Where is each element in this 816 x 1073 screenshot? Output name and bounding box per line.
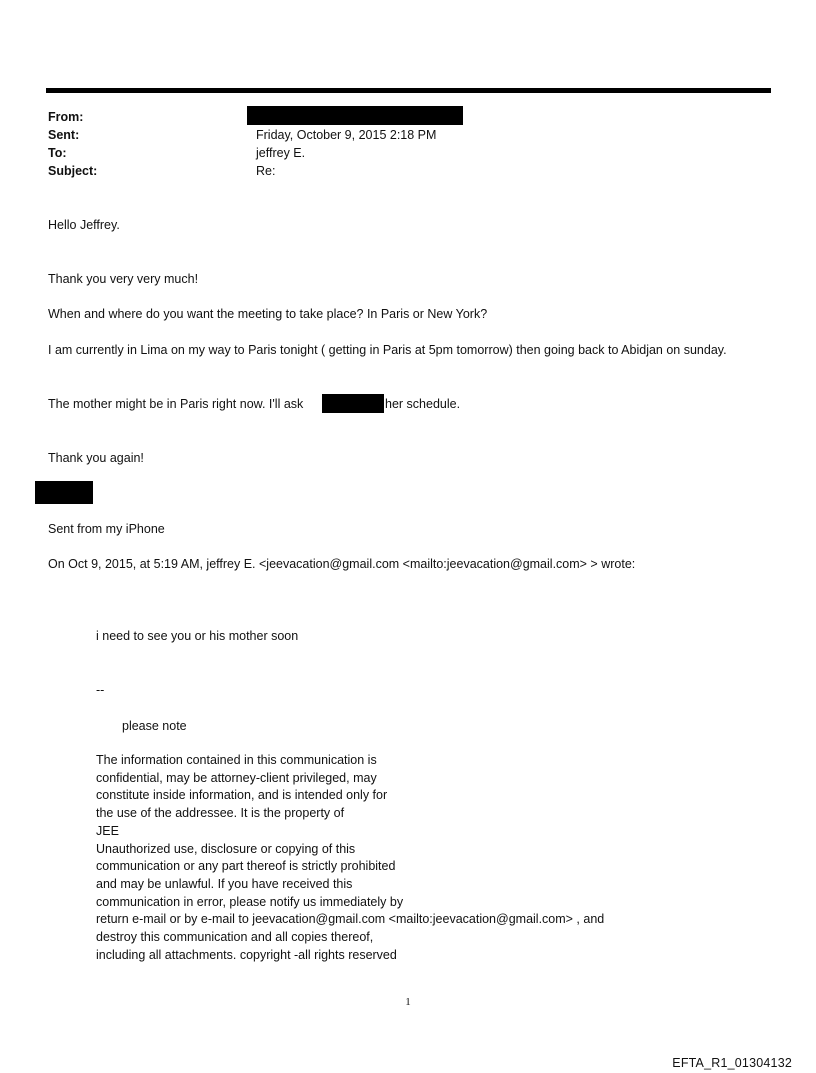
disclaimer-line: confidential, may be attorney-client privileged, may — [96, 770, 377, 785]
quote-header: On Oct 9, 2015, at 5:19 AM, jeffrey E. <jeevacation@gmail.com <mailto:jeevacation@gmail.com> > wrote: — [48, 557, 636, 571]
disclaimer-line: The information contained in this communication is — [96, 753, 377, 767]
bates-number: EFTA_R1_01304132 — [672, 1056, 792, 1070]
disclaimer-line: communication or any part thereof is strictly prohibited — [96, 859, 396, 874]
disclaimer-line: constitute inside information, and is intended only for — [96, 788, 388, 803]
disclaimer-line: return e-mail or by e-mail to jeevacation@gmail.com <mailto:jeevacation@gmail.com> , and — [96, 912, 605, 927]
redacted-sender — [247, 106, 463, 125]
disclaimer-line: destroy this communication and all copies thereof, — [96, 930, 374, 945]
redacted-signature — [35, 481, 93, 504]
header-rule — [46, 88, 771, 93]
to-label: To: — [48, 146, 67, 160]
quoted-message: i need to see you or his mother soon — [96, 629, 299, 643]
mother-line-start: The mother might be in Paris right now. I'll ask — [48, 397, 304, 411]
confidentiality-disclaimer — [96, 752, 604, 964]
disclaimer-line: Unauthorized use, disclosure or copying of this — [96, 841, 356, 856]
from-label: From: — [48, 110, 84, 124]
sent-from-iphone: Sent from my iPhone — [48, 522, 165, 536]
page-number: 1 — [405, 996, 411, 1008]
subject-label: Subject: — [48, 164, 98, 178]
please-note: please note — [122, 719, 187, 733]
to-value: jeffrey E. — [256, 146, 306, 160]
disclaimer-line: the use of the addressee. It is the property of — [96, 806, 345, 821]
sent-value: Friday, October 9, 2015 2:18 PM — [256, 128, 437, 142]
disclaimer-line: JEE — [96, 823, 119, 838]
greeting: Hello Jeffrey. — [48, 218, 120, 232]
travel-paragraph: I am currently in Lima on my way to Paris tonight ( getting in Paris at 5pm tomorrow) then going back to Abidjan on sunday. — [48, 343, 727, 357]
redacted-name-inline — [322, 394, 384, 413]
thanks-line: Thank you very very much! — [48, 272, 199, 286]
thanks-again: Thank you again! — [48, 451, 144, 465]
mother-line-end: her schedule. — [385, 397, 461, 411]
disclaimer-line: and may be unlawful. If you have received this — [96, 876, 353, 891]
subject-value: Re: — [256, 164, 276, 178]
meeting-question: When and where do you want the meeting to take place? In Paris or New York? — [48, 307, 488, 321]
sent-label: Sent: — [48, 128, 80, 142]
disclaimer-line: including all attachments. copyright -all rights reserved — [96, 947, 397, 962]
disclaimer-line: communication in error, please notify us immediately by — [96, 894, 404, 909]
signature-separator: -- — [96, 683, 105, 697]
